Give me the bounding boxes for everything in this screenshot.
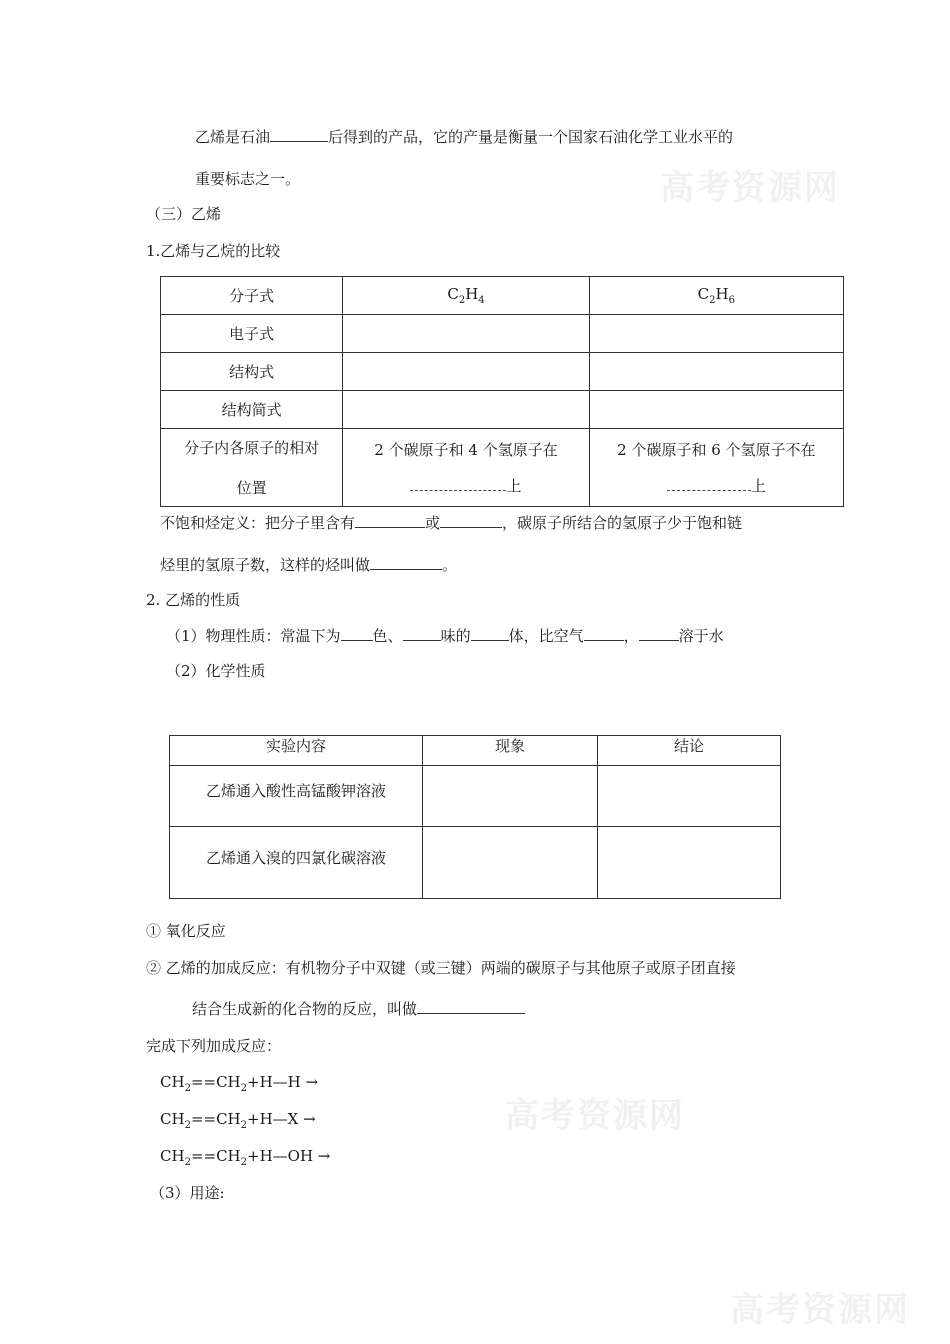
table-row-label: 乙烯通入溴的四氯化碳溶液	[170, 827, 423, 899]
table-row-label: 结构式	[161, 353, 343, 391]
oxidation-title: ① 氧化反应	[146, 922, 226, 940]
comparison-table	[160, 276, 844, 507]
table-cell[interactable]	[589, 315, 843, 353]
blank[interactable]	[355, 513, 425, 528]
table-header: 实验内容	[170, 736, 423, 766]
definition-line-2: 烃里的氢原子数，这样的烃叫做 。	[160, 556, 458, 574]
definition-line-1: 不饱和烃定义：把分子里含有 或 ，碳原子所结合的氢原子少于饱和链	[160, 514, 743, 532]
physical-properties: （1）物理性质：常温下为 色、 味的 体，比空气 ， 溶于水	[166, 627, 724, 645]
table-cell[interactable]	[589, 391, 843, 429]
intro-line-1: 乙烯是石油 后得到的产品，它的产量是衡量一个国家石油化学工业水平的	[195, 128, 734, 146]
table-cell: 2 个碳原子和 6 个氢原子不在 上	[589, 429, 843, 507]
reaction-1: $CH_2==CH_2+H—H$ →	[160, 1073, 319, 1094]
addition-line-2: 结合生成新的化合物的反应，叫做	[192, 999, 525, 1019]
chemical-title: （2）化学性质	[166, 662, 266, 680]
watermark: 高考资源网	[660, 168, 840, 208]
blank[interactable]	[403, 626, 441, 641]
reaction-3: $CH_2==CH_2+H—OH$ →	[160, 1147, 331, 1168]
table-header-c2h6: $C_2H_6$	[589, 277, 843, 315]
intro-line-2: 重要标志之一。	[195, 170, 301, 188]
blank[interactable]	[370, 555, 442, 570]
subsection-title: 1.乙烯与乙烷的比较	[146, 242, 281, 260]
section-title: （三）乙烯	[146, 205, 222, 223]
table-cell[interactable]	[423, 827, 598, 899]
blank[interactable]	[471, 626, 509, 641]
table-row-label: 分子内各原子的相对 位置	[161, 429, 343, 507]
table-row-label: 结构简式	[161, 391, 343, 429]
table-cell[interactable]	[343, 315, 589, 353]
reaction-2: $CH_2==CH_2+H—X$ →	[160, 1110, 316, 1131]
table-header: 现象	[423, 736, 598, 766]
blank[interactable]	[440, 513, 502, 528]
table-row-label: 乙烯通入酸性高锰酸钾溶液	[170, 766, 423, 827]
table-header: 结论	[598, 736, 781, 766]
experiment-table	[169, 735, 781, 899]
blank[interactable]	[639, 626, 679, 641]
subsection-title: 2. 乙烯的性质	[146, 591, 241, 609]
table-header: 分子式	[161, 277, 343, 315]
blank[interactable]	[584, 626, 624, 641]
table-header-c2h4: $C_2H_4$	[343, 277, 589, 315]
uses-title: （3）用途:	[150, 1184, 225, 1202]
table-cell[interactable]	[343, 391, 589, 429]
blank[interactable]	[341, 626, 373, 641]
addition-line-1: ② 乙烯的加成反应：有机物分子中双键（或三键）两端的碳原子与其他原子或原子团直接	[146, 959, 736, 977]
table-cell[interactable]	[423, 766, 598, 827]
complete-title: 完成下列加成反应：	[146, 1037, 282, 1055]
blank[interactable]	[667, 478, 751, 491]
table-cell[interactable]	[598, 827, 781, 899]
blank[interactable]	[410, 478, 506, 491]
watermark: 高考资源网	[505, 1096, 685, 1136]
blank[interactable]	[270, 127, 328, 142]
watermark: 高考资源网	[730, 1290, 910, 1330]
table-cell: 2 个碳原子和 4 个氢原子在 上	[343, 429, 589, 507]
blank[interactable]	[417, 999, 525, 1014]
table-cell[interactable]	[589, 353, 843, 391]
table-cell[interactable]	[343, 353, 589, 391]
table-row-label: 电子式	[161, 315, 343, 353]
table-cell[interactable]	[598, 766, 781, 827]
